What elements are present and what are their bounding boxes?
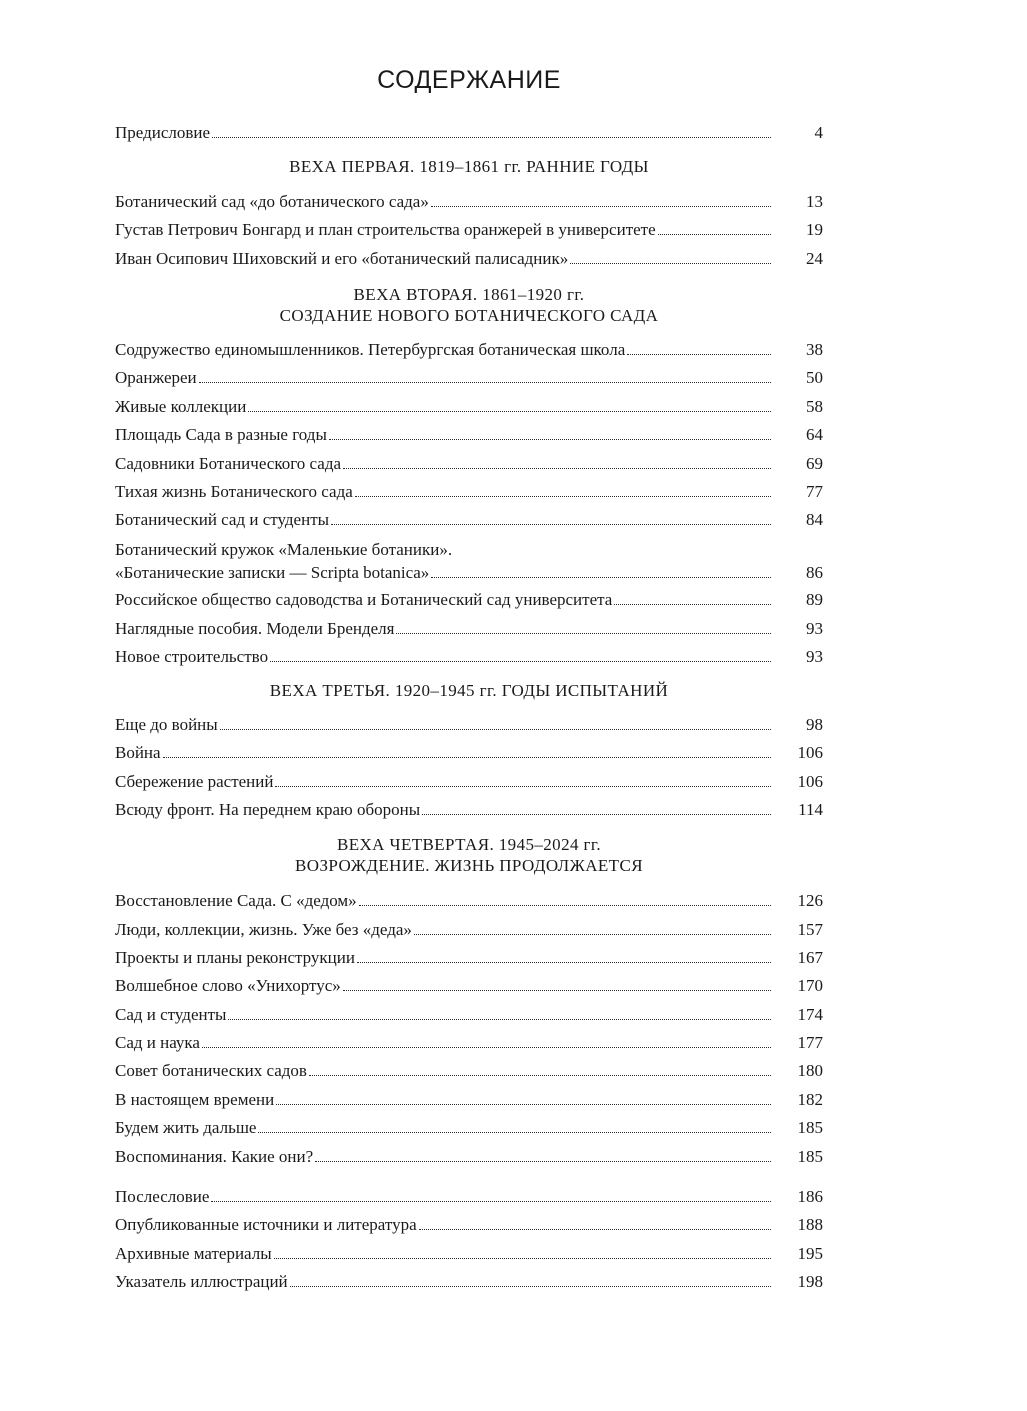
toc-entry-label: Садовники Ботанического сада <box>115 454 342 473</box>
dot-leader <box>276 1104 771 1105</box>
dot-leader <box>614 604 771 605</box>
dot-leader <box>422 814 771 815</box>
section-heading <box>115 834 823 876</box>
dot-leader <box>270 661 771 662</box>
toc-page-number: 106 <box>797 772 823 791</box>
toc-entry[interactable] <box>115 366 823 389</box>
dot-leader <box>228 1019 771 1020</box>
toc-page-number: 38 <box>806 340 823 359</box>
toc-page-number: 24 <box>806 249 823 268</box>
toc-page-number: 64 <box>806 425 823 444</box>
toc-entry[interactable] <box>115 798 823 821</box>
toc-entry[interactable] <box>115 1031 823 1054</box>
toc-entry-label: Еще до войны <box>115 715 218 734</box>
toc-entry-label: Воспоминания. Какие они? <box>115 1147 314 1166</box>
toc-entry-label: Ботанический сад и студенты <box>115 510 330 529</box>
toc-page-number: 195 <box>797 1244 823 1263</box>
toc-page-number: 58 <box>806 397 823 416</box>
toc-entry[interactable] <box>115 889 823 912</box>
toc-entry-label: Содружество единомышленников. Петербургская ботаническая школа <box>115 340 626 359</box>
section-heading-line: СОЗДАНИЕ НОВОГО БОТАНИЧЕСКОГО САДА <box>279 306 659 325</box>
toc-entry[interactable] <box>115 1003 823 1026</box>
toc-page-number: 188 <box>797 1215 823 1234</box>
toc-entry-label: Волшебное слово «Унихортус» <box>115 976 341 995</box>
toc-entry[interactable] <box>115 218 823 241</box>
toc-entry-label: Тихая жизнь Ботанического сада <box>115 482 353 501</box>
toc-entry[interactable] <box>115 121 823 144</box>
dot-leader <box>343 990 771 991</box>
dot-leader <box>329 439 771 440</box>
section-heading-line: ВЕХА ПЕРВАЯ. 1819–1861 гг. РАННИЕ ГОДЫ <box>289 157 649 176</box>
toc-page-number: 19 <box>806 220 823 239</box>
toc-entry-label: Густав Петрович Бонгард и план строительства оранжерей в университете <box>115 220 656 239</box>
toc-entry[interactable] <box>115 974 823 997</box>
dot-leader <box>396 633 771 634</box>
section-heading-line: ВЕХА ЧЕТВЕРТАЯ. 1945–2024 гг. <box>336 835 601 854</box>
toc-page-number: 126 <box>797 891 823 910</box>
toc-entry-label: Сад и наука <box>115 1033 200 1052</box>
toc-page-number: 50 <box>806 368 823 387</box>
toc-entry[interactable] <box>115 1185 823 1208</box>
toc-entry[interactable] <box>115 741 823 764</box>
section-heading-line: ВЕХА ВТОРАЯ. 1861–1920 гг. <box>353 285 585 304</box>
toc-page-number: 167 <box>797 948 823 967</box>
toc-page-number: 13 <box>806 192 823 211</box>
dot-leader <box>309 1075 771 1076</box>
toc-page-number: 170 <box>797 976 823 995</box>
dot-leader <box>202 1047 771 1048</box>
toc-page-number: 185 <box>797 1147 823 1166</box>
toc-page-number: 93 <box>806 619 823 638</box>
toc-entry[interactable] <box>115 1270 823 1293</box>
section-heading <box>115 284 823 326</box>
toc-entry[interactable] <box>115 946 823 969</box>
section-heading-line: ВОЗРОЖДЕНИЕ. ЖИЗНЬ ПРОДОЛЖАЕТСЯ <box>295 856 643 875</box>
toc-page-number: 86 <box>806 563 823 582</box>
toc-page-number: 77 <box>806 482 823 501</box>
toc-entry-label: Новое строительство <box>115 647 269 666</box>
toc-page-number: 69 <box>806 454 823 473</box>
toc-entry-label: Всюду фронт. На переднем краю обороны <box>115 800 421 819</box>
section-heading <box>115 156 823 177</box>
toc-entry-label: Площадь Сада в разные годы <box>115 425 327 444</box>
toc-entry-label: Архивные материалы <box>115 1244 272 1263</box>
toc-page-number: 93 <box>806 647 823 666</box>
dot-leader <box>275 786 771 787</box>
toc-page-number: 182 <box>797 1090 823 1109</box>
toc-entry[interactable] <box>115 247 823 270</box>
dot-leader <box>290 1286 771 1287</box>
dot-leader <box>211 1201 771 1202</box>
toc-page-number: 186 <box>797 1187 823 1206</box>
page-title: СОДЕРЖАНИЕ <box>377 66 561 94</box>
dot-leader <box>658 234 771 235</box>
toc-entry[interactable] <box>115 617 823 640</box>
dot-leader <box>258 1132 771 1133</box>
toc-entry[interactable] <box>115 1213 823 1236</box>
dot-leader <box>343 468 771 469</box>
toc-entry-label: В настоящем времени <box>115 1090 275 1109</box>
toc-entry-label: Российское общество садоводства и Ботанический сад университета <box>115 590 613 609</box>
toc-page-number: 198 <box>797 1272 823 1291</box>
toc-entry-label: Будем жить дальше <box>115 1118 257 1137</box>
toc-page-number: 180 <box>797 1061 823 1080</box>
dot-leader <box>627 354 771 355</box>
toc-entry[interactable] <box>115 918 823 941</box>
toc-entry-label: Указатель иллюстраций <box>115 1272 288 1291</box>
toc-entry[interactable] <box>115 1088 823 1111</box>
toc-entry-label: Оранжереи <box>115 368 197 387</box>
toc-entry-label: Проекты и планы реконструкции <box>115 948 355 967</box>
dot-leader <box>431 577 771 578</box>
dot-leader <box>331 524 771 525</box>
toc-entry-label: Война <box>115 743 161 762</box>
dot-leader <box>357 962 771 963</box>
toc-entry-label: Живые коллекции <box>115 397 247 416</box>
dot-leader <box>315 1161 771 1162</box>
toc-page-number: 98 <box>806 715 823 734</box>
toc-page-number: 114 <box>798 800 823 819</box>
dot-leader <box>414 934 771 935</box>
dot-leader <box>431 206 771 207</box>
toc-entry-label: Опубликованные источники и литература <box>115 1215 417 1234</box>
toc-entry[interactable] <box>115 395 823 418</box>
toc-entry[interactable] <box>115 588 823 611</box>
dot-leader <box>199 382 771 383</box>
toc-entry-label: Сбережение растений <box>115 772 274 791</box>
toc-page-number: 174 <box>797 1005 823 1024</box>
dot-leader <box>212 137 771 138</box>
dot-leader <box>274 1258 771 1259</box>
toc-entry-label: Иван Осипович Шиховский и его «ботанический палисадник» <box>115 249 569 268</box>
toc-entry[interactable] <box>115 452 823 475</box>
dot-leader <box>570 263 771 264</box>
toc-entry[interactable] <box>115 480 823 503</box>
toc-entry-label: Люди, коллекции, жизнь. Уже без «деда» <box>115 920 412 939</box>
toc-page-number: 157 <box>797 920 823 939</box>
dot-leader <box>248 411 771 412</box>
toc-entry[interactable] <box>115 190 823 213</box>
toc-entry[interactable] <box>115 338 823 361</box>
toc-entry-label: Ботанический сад «до ботанического сада» <box>115 192 429 211</box>
dot-leader <box>419 1229 771 1230</box>
toc-entry-label: Послесловие <box>115 1187 210 1206</box>
dot-leader <box>355 496 771 497</box>
toc-entry[interactable] <box>115 1116 823 1139</box>
toc-entry[interactable] <box>115 1242 823 1265</box>
toc-page-number: 106 <box>797 743 823 762</box>
toc-entry[interactable] <box>115 508 823 531</box>
toc-entry[interactable] <box>115 770 823 793</box>
dot-leader <box>163 757 771 758</box>
toc-page-number: 185 <box>797 1118 823 1137</box>
toc-entry[interactable] <box>115 1059 823 1082</box>
toc-entry-label: Наглядные пособия. Модели Бренделя <box>115 619 395 638</box>
toc-page-number: 84 <box>806 510 823 529</box>
section-heading <box>115 680 823 701</box>
section-heading-line: ВЕХА ТРЕТЬЯ. 1920–1945 гг. ГОДЫ ИСПЫТАНИЙ <box>269 681 669 700</box>
dot-leader <box>220 729 771 730</box>
toc-page-number: 4 <box>814 123 823 142</box>
toc-entry-label: Сад и студенты <box>115 1005 227 1024</box>
toc-entry[interactable] <box>115 1145 823 1168</box>
toc-entry-label: Восстановление Сада. С «дедом» <box>115 891 357 910</box>
toc-entry[interactable] <box>115 645 823 668</box>
toc-entry-label: Ботанический кружок «Маленькие ботаники». <box>115 540 453 559</box>
toc-page-number: 177 <box>797 1033 823 1052</box>
toc-entry-label: Совет ботанических садов <box>115 1061 307 1080</box>
toc-entry-label: «Ботанические записки — Scripta botanica» <box>115 563 430 582</box>
toc-entry[interactable] <box>115 538 823 584</box>
toc-page-number: 89 <box>806 590 823 609</box>
dot-leader <box>359 905 771 906</box>
toc-entry[interactable] <box>115 713 823 736</box>
toc-entry[interactable] <box>115 423 823 446</box>
toc-entry-label: Предисловие <box>115 123 211 142</box>
